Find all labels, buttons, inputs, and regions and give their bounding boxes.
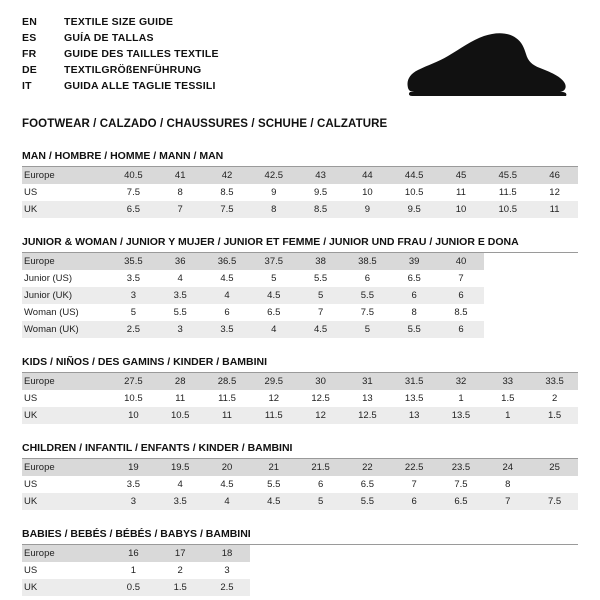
cell: 4.5 — [204, 476, 251, 493]
cell: 6.5 — [250, 304, 297, 321]
section-children — [22, 442, 578, 510]
cell: 5.5 — [157, 304, 204, 321]
section-kids — [22, 356, 578, 424]
language-row — [22, 64, 219, 80]
cell: 6 — [438, 321, 485, 338]
cell: 7 — [297, 304, 344, 321]
cell: 33.5 — [531, 373, 578, 390]
cell: 22.5 — [391, 459, 438, 476]
cell: 4 — [250, 321, 297, 338]
cell: 8.5 — [204, 184, 251, 201]
cell: 5.5 — [391, 321, 438, 338]
cell: 8 — [484, 476, 531, 493]
cell: 7.5 — [110, 184, 157, 201]
cell-empty — [531, 579, 578, 596]
cell: 6 — [344, 270, 391, 287]
cell: 30 — [297, 373, 344, 390]
cell: 12 — [250, 390, 297, 407]
table-row — [22, 270, 578, 287]
cell: 6.5 — [344, 476, 391, 493]
table-row — [22, 373, 578, 390]
table-row — [22, 407, 578, 424]
cell-empty — [438, 562, 485, 579]
cell: 7.5 — [344, 304, 391, 321]
section-title: JUNIOR & WOMAN / JUNIOR Y MUJER / JUNIOR ET FEMME / JUNIOR UND FRAU / JUNIOR E DONA — [22, 236, 519, 248]
table-row — [22, 184, 578, 201]
cell: 3.5 — [157, 287, 204, 304]
section-man — [22, 150, 578, 218]
cell: 28.5 — [204, 373, 251, 390]
cell: 22 — [344, 459, 391, 476]
cell: 8.5 — [438, 304, 485, 321]
cell-empty — [484, 321, 531, 338]
language-code: IT — [22, 80, 32, 92]
footwear-heading: FOOTWEAR / CALZADO / CHAUSSURES / SCHUHE / CALZATURE — [22, 118, 388, 130]
cell-empty — [531, 304, 578, 321]
table-row — [22, 545, 578, 562]
cell: 11 — [438, 184, 485, 201]
row-label: Europe — [22, 545, 110, 562]
cell: 36.5 — [204, 253, 251, 270]
language-code: ES — [22, 32, 37, 44]
cell-empty — [531, 562, 578, 579]
cell: 7 — [438, 270, 485, 287]
size-table — [22, 167, 578, 218]
row-label: Europe — [22, 459, 110, 476]
cell: 12 — [531, 184, 578, 201]
size-table — [22, 459, 578, 510]
size-table-body — [22, 253, 578, 338]
section-junior-woman — [22, 236, 578, 338]
cell: 6.5 — [438, 493, 485, 510]
cell-empty — [484, 304, 531, 321]
cell: 10.5 — [157, 407, 204, 424]
cell: 4 — [204, 493, 251, 510]
cell: 7 — [391, 476, 438, 493]
cell: 10.5 — [110, 390, 157, 407]
cell: 20 — [204, 459, 251, 476]
cell: 5 — [297, 287, 344, 304]
dress-shoe-icon — [380, 28, 570, 106]
cell: 27.5 — [110, 373, 157, 390]
cell: 2 — [157, 562, 204, 579]
table-row — [22, 459, 578, 476]
cell-empty — [484, 562, 531, 579]
cell: 3 — [110, 493, 157, 510]
language-title: GUIDE DES TAILLES TEXTILE — [64, 48, 219, 60]
cell: 11.5 — [250, 407, 297, 424]
cell: 39 — [391, 253, 438, 270]
row-label: US — [22, 184, 110, 201]
cell: 18 — [204, 545, 251, 562]
cell-empty — [344, 579, 391, 596]
cell-empty — [344, 545, 391, 562]
row-label: Europe — [22, 167, 110, 184]
document-header — [22, 16, 578, 108]
row-label: Junior (US) — [22, 270, 110, 287]
cell-empty — [531, 321, 578, 338]
row-label: US — [22, 390, 110, 407]
cell: 40 — [438, 253, 485, 270]
cell: 4.5 — [204, 270, 251, 287]
cell: 8 — [250, 201, 297, 218]
cell: 21 — [250, 459, 297, 476]
cell: 0.5 — [110, 579, 157, 596]
size-table-body — [22, 459, 578, 510]
cell: 1 — [110, 562, 157, 579]
language-title: TEXTILGRÖßENFÜHRUNG — [64, 64, 202, 76]
language-title-body — [22, 16, 219, 96]
table-row — [22, 304, 578, 321]
cell: 7.5 — [438, 476, 485, 493]
cell: 1.5 — [531, 407, 578, 424]
language-row — [22, 32, 219, 48]
cell: 4.5 — [250, 493, 297, 510]
cell: 46 — [531, 167, 578, 184]
cell: 23.5 — [438, 459, 485, 476]
cell: 6.5 — [391, 270, 438, 287]
cell-empty — [391, 562, 438, 579]
cell: 5.5 — [344, 287, 391, 304]
cell: 7 — [157, 201, 204, 218]
cell: 9.5 — [391, 201, 438, 218]
row-label: Europe — [22, 373, 110, 390]
cell: 6 — [391, 493, 438, 510]
cell: 29.5 — [250, 373, 297, 390]
cell: 12.5 — [297, 390, 344, 407]
row-label: US — [22, 562, 110, 579]
cell-empty — [297, 579, 344, 596]
cell: 9 — [250, 184, 297, 201]
cell-empty — [484, 287, 531, 304]
cell-empty — [391, 545, 438, 562]
table-row — [22, 253, 578, 270]
cell-empty — [297, 545, 344, 562]
cell: 6 — [204, 304, 251, 321]
table-row — [22, 390, 578, 407]
cell: 6 — [438, 287, 485, 304]
cell: 7 — [484, 493, 531, 510]
cell-empty — [391, 579, 438, 596]
cell: 31.5 — [391, 373, 438, 390]
cell: 3.5 — [110, 270, 157, 287]
row-label: Europe — [22, 253, 110, 270]
size-table — [22, 545, 578, 596]
cell: 38 — [297, 253, 344, 270]
cell: 1.5 — [157, 579, 204, 596]
cell-empty — [438, 545, 485, 562]
cell: 13 — [391, 407, 438, 424]
cell: 35.5 — [110, 253, 157, 270]
cell: 44 — [344, 167, 391, 184]
cell: 12.5 — [344, 407, 391, 424]
cell: 6.5 — [110, 201, 157, 218]
cell: 3.5 — [157, 493, 204, 510]
cell: 40.5 — [110, 167, 157, 184]
cell: 11 — [157, 390, 204, 407]
row-label: Junior (UK) — [22, 287, 110, 304]
cell: 11.5 — [204, 390, 251, 407]
cell-empty — [531, 476, 578, 493]
row-label: UK — [22, 201, 110, 218]
cell: 43 — [297, 167, 344, 184]
cell: 2 — [531, 390, 578, 407]
cell: 5.5 — [297, 270, 344, 287]
cell: 31 — [344, 373, 391, 390]
cell-empty — [484, 579, 531, 596]
cell-empty — [531, 287, 578, 304]
table-row — [22, 562, 578, 579]
cell: 10.5 — [484, 201, 531, 218]
cell: 3.5 — [204, 321, 251, 338]
cell: 2.5 — [204, 579, 251, 596]
cell: 6 — [391, 287, 438, 304]
cell: 10 — [344, 184, 391, 201]
cell: 42 — [204, 167, 251, 184]
cell: 1.5 — [484, 390, 531, 407]
cell-empty — [531, 270, 578, 287]
language-code: EN — [22, 16, 37, 28]
language-title-table — [22, 16, 219, 96]
cell-empty — [484, 270, 531, 287]
cell: 45.5 — [484, 167, 531, 184]
cell: 4.5 — [297, 321, 344, 338]
table-row — [22, 579, 578, 596]
cell-empty — [297, 562, 344, 579]
table-row — [22, 493, 578, 510]
row-label: UK — [22, 407, 110, 424]
cell: 5.5 — [250, 476, 297, 493]
size-table — [22, 253, 578, 338]
cell: 12 — [297, 407, 344, 424]
cell: 13.5 — [438, 407, 485, 424]
cell: 45 — [438, 167, 485, 184]
cell: 3 — [157, 321, 204, 338]
section-title: CHILDREN / INFANTIL / ENFANTS / KINDER / BAMBINI — [22, 442, 293, 454]
cell: 24 — [484, 459, 531, 476]
cell: 17 — [157, 545, 204, 562]
cell: 7.5 — [204, 201, 251, 218]
cell: 11 — [204, 407, 251, 424]
language-row — [22, 16, 219, 32]
size-table — [22, 373, 578, 424]
cell: 8 — [157, 184, 204, 201]
cell: 42.5 — [250, 167, 297, 184]
cell: 5 — [110, 304, 157, 321]
cell: 4 — [157, 270, 204, 287]
language-row — [22, 80, 219, 96]
cell: 10 — [110, 407, 157, 424]
cell: 28 — [157, 373, 204, 390]
table-row — [22, 476, 578, 493]
cell-empty — [250, 562, 297, 579]
cell: 5 — [297, 493, 344, 510]
cell: 19 — [110, 459, 157, 476]
cell: 13 — [344, 390, 391, 407]
cell-empty — [484, 545, 531, 562]
cell: 16 — [110, 545, 157, 562]
language-code: FR — [22, 48, 37, 60]
cell: 9 — [344, 201, 391, 218]
cell: 41 — [157, 167, 204, 184]
cell: 2.5 — [110, 321, 157, 338]
cell: 13.5 — [391, 390, 438, 407]
table-row — [22, 321, 578, 338]
cell: 1 — [438, 390, 485, 407]
size-table-body — [22, 373, 578, 424]
cell: 4 — [204, 287, 251, 304]
cell: 3 — [110, 287, 157, 304]
cell-empty — [531, 545, 578, 562]
cell: 5 — [344, 321, 391, 338]
row-label: Woman (US) — [22, 304, 110, 321]
cell: 5.5 — [344, 493, 391, 510]
cell: 33 — [484, 373, 531, 390]
table-row — [22, 167, 578, 184]
language-title: GUÍA DE TALLAS — [64, 32, 154, 44]
size-table-body — [22, 167, 578, 218]
cell: 9.5 — [297, 184, 344, 201]
cell: 11.5 — [484, 184, 531, 201]
section-title: BABIES / BEBÉS / BÉBÉS / BABYS / BAMBINI — [22, 528, 251, 540]
section-babies — [22, 528, 578, 596]
row-label: Woman (UK) — [22, 321, 110, 338]
cell: 21.5 — [297, 459, 344, 476]
row-label: US — [22, 476, 110, 493]
cell: 10.5 — [391, 184, 438, 201]
row-label: UK — [22, 493, 110, 510]
cell-empty — [344, 562, 391, 579]
cell: 11 — [531, 201, 578, 218]
size-table-body — [22, 545, 578, 596]
cell-empty — [484, 253, 531, 270]
cell: 8 — [391, 304, 438, 321]
cell: 19.5 — [157, 459, 204, 476]
cell: 44.5 — [391, 167, 438, 184]
language-title: TEXTILE SIZE GUIDE — [64, 16, 174, 28]
cell: 7.5 — [531, 493, 578, 510]
cell-empty — [250, 579, 297, 596]
cell: 38.5 — [344, 253, 391, 270]
cell: 3.5 — [110, 476, 157, 493]
cell-empty — [438, 579, 485, 596]
cell: 4 — [157, 476, 204, 493]
cell-empty — [250, 545, 297, 562]
table-row — [22, 201, 578, 218]
cell: 5 — [250, 270, 297, 287]
cell: 36 — [157, 253, 204, 270]
cell: 8.5 — [297, 201, 344, 218]
cell: 3 — [204, 562, 251, 579]
section-title: KIDS / NIÑOS / DES GAMINS / KINDER / BAMBINI — [22, 356, 268, 368]
cell: 25 — [531, 459, 578, 476]
cell: 32 — [438, 373, 485, 390]
cell: 4.5 — [250, 287, 297, 304]
cell-empty — [531, 253, 578, 270]
language-title: GUIDA ALLE TAGLIE TESSILI — [64, 80, 216, 92]
cell: 1 — [484, 407, 531, 424]
cell: 37.5 — [250, 253, 297, 270]
language-code: DE — [22, 64, 37, 76]
language-row — [22, 48, 219, 64]
row-label: UK — [22, 579, 110, 596]
table-row — [22, 287, 578, 304]
cell: 6 — [297, 476, 344, 493]
section-title: MAN / HOMBRE / HOMME / MANN / MAN — [22, 150, 224, 162]
cell: 10 — [438, 201, 485, 218]
